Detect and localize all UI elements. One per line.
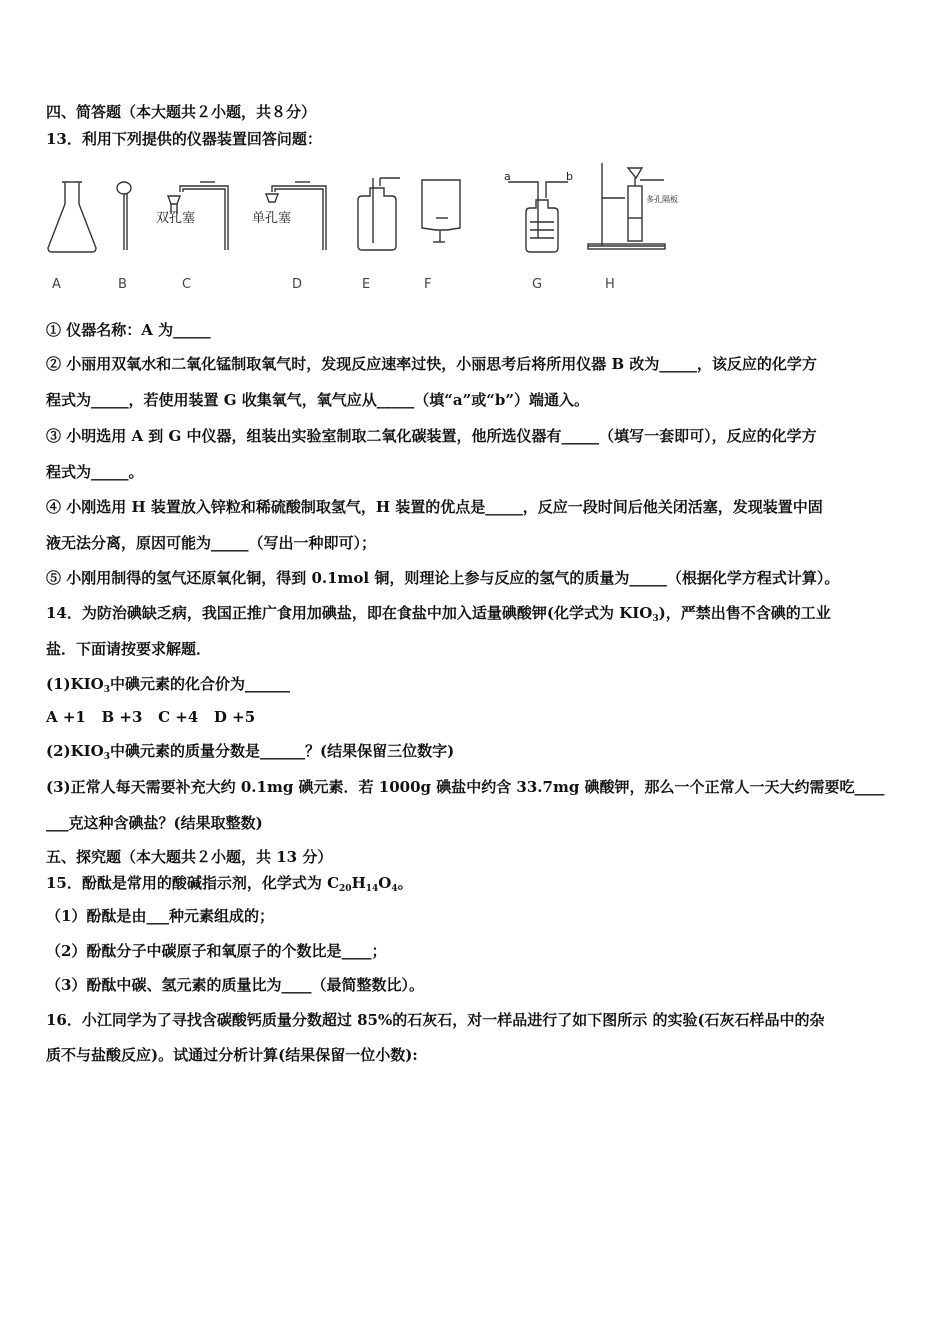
q14-sub-3-line-1: (3)正常人每天需要补充大约 0.1mg 碘元素．若 1000g 碘盐中约含 33.7mg 碘酸钾，那么一个正常人一天大约需要吃____ (46, 778, 885, 796)
section-4-title: 四、简答题（本大题共２小题，共８分） (46, 103, 317, 121)
q14-sub-2-subscript: 3 (103, 752, 111, 762)
q13-part-3-line-2: 程式为_____。 (46, 463, 144, 481)
h-plate-text: 多孔隔板 (646, 195, 678, 204)
q14-stem-text-b: )，严禁出售不含碘的工业 (658, 604, 831, 622)
q13-part-2-line-1: ② 小丽用双氧水和二氧化锰制取氧气时，发现反应速率过快，小丽思考后将所用仪器 B 改为_____，该反应的化学方 (46, 355, 817, 373)
washing-bottle-G (508, 182, 568, 252)
question-13-stem: 13．利用下列提供的仪器装置回答问题： (46, 130, 322, 148)
q14-options: A +1 B +3 C +4 D +5 (46, 708, 256, 726)
figure-label-E: E (362, 277, 371, 292)
g-port-a: a (504, 170, 511, 183)
section-5-title: 五、探究题（本大题共２小题，共 13 分） (46, 848, 333, 866)
q16-line-2: 质不与盐酸反应)。试通过分析计算(结果保留一位小数): (46, 1046, 418, 1064)
q15-sub-c: 20 (339, 884, 352, 894)
q15-sub-o: 4 (391, 884, 398, 894)
q15-stem-end: 。 (397, 874, 413, 892)
funnel-B (117, 182, 131, 250)
q15-stem (46, 873, 413, 899)
figure-label-D: D (292, 277, 303, 292)
figure-label-G: G (532, 277, 543, 292)
q13-part-1: ① 仪器名称：A 为_____ (46, 321, 211, 339)
q14-sub-1 (46, 674, 290, 700)
q15-sub-3: （3）酚酞中碳、氢元素的质量比为____（最简整数比）。 (46, 976, 424, 994)
q14-sub-1-subscript: 3 (103, 685, 111, 695)
q14-sub-2-text-a: (2)KIO (46, 742, 104, 760)
q13-part-3-line-1: ③ 小明选用 A 到 G 中仪器，组装出实验室制取二氧化碳装置，他所选仪器有_____（填写一套即可），反应的化学方 (46, 427, 817, 445)
q16-line-1: 16．小江同学为了寻找含碳酸钙质量分数超过 85%的石灰石，对一样品进行了如下图所示 的实验(石灰石样品中的杂 (46, 1011, 825, 1029)
g-port-b: b (566, 170, 573, 183)
q14-stem-line-1 (46, 603, 831, 629)
d-stopper-text: 单孔塞 (252, 211, 292, 226)
figure-label-B: B (118, 277, 127, 292)
conical-flask-A (48, 182, 96, 252)
q14-sub-3-line-2: ___克这种含碘盐？(结果取整数) (46, 814, 263, 832)
c-stopper-text: 双孔塞 (156, 211, 196, 226)
q14-sub-2-text-b: 中碘元素的质量分数是______？(结果保留三位数字) (110, 742, 455, 760)
q14-stem-text-a: 14．为防治碘缺乏病，我国正推广食用加碘盐，即在食盐中加入适量碘酸钾(化学式为 KIO (46, 604, 653, 622)
q15-h: H (351, 874, 366, 892)
figure-label-H: H (605, 277, 615, 292)
q14-sub-1-text-a: (1)KIO (46, 675, 104, 693)
figure-label-A: A (52, 277, 61, 292)
q13-part-5: ⑤ 小刚用制得的氢气还原氧化铜，得到 0.1mol 铜，则理论上参与反应的氢气的质量为_____（根据化学方程式计算）。 (46, 569, 840, 587)
apparatus-F (422, 180, 460, 242)
figure-label-F: F (424, 277, 432, 292)
kipp-apparatus-H (588, 163, 665, 249)
gas-bottle-E (358, 178, 400, 250)
figure-label-C: C (182, 277, 192, 292)
q15-sub-1: （1）酚酞是由___种元素组成的； (46, 907, 274, 925)
q15-o: O (378, 874, 392, 892)
q13-part-4-line-1: ④ 小刚选用 H 装置放入锌粒和稀硫酸制取氢气，H 装置的优点是_____，反应一段时间后他关闭活塞，发现装置中固 (46, 498, 823, 516)
q14-stem-subscript: 3 (652, 614, 659, 624)
q14-sub-1-text-b: 中碘元素的化合价为______ (110, 675, 291, 693)
apparatus-figure (40, 158, 740, 298)
q13-part-2-line-2: 程式为_____，若使用装置 G 收集氧气，氧气应从_____（填“a”或“b”）端通入。 (46, 391, 589, 409)
q13-part-4-line-2: 液无法分离，原因可能为_____（写出一种即可）； (46, 534, 377, 552)
q15-sub-2: （2）酚酞分子中碳原子和氧原子的个数比是____； (46, 942, 387, 960)
q15-sub-h: 14 (365, 884, 379, 894)
q14-sub-2 (46, 741, 454, 767)
q15-stem-text: 15．酚酞是常用的酸碱指示剂，化学式为 C (46, 874, 340, 892)
q14-stem-line-2: 盐．下面请按要求解题． (46, 640, 212, 658)
